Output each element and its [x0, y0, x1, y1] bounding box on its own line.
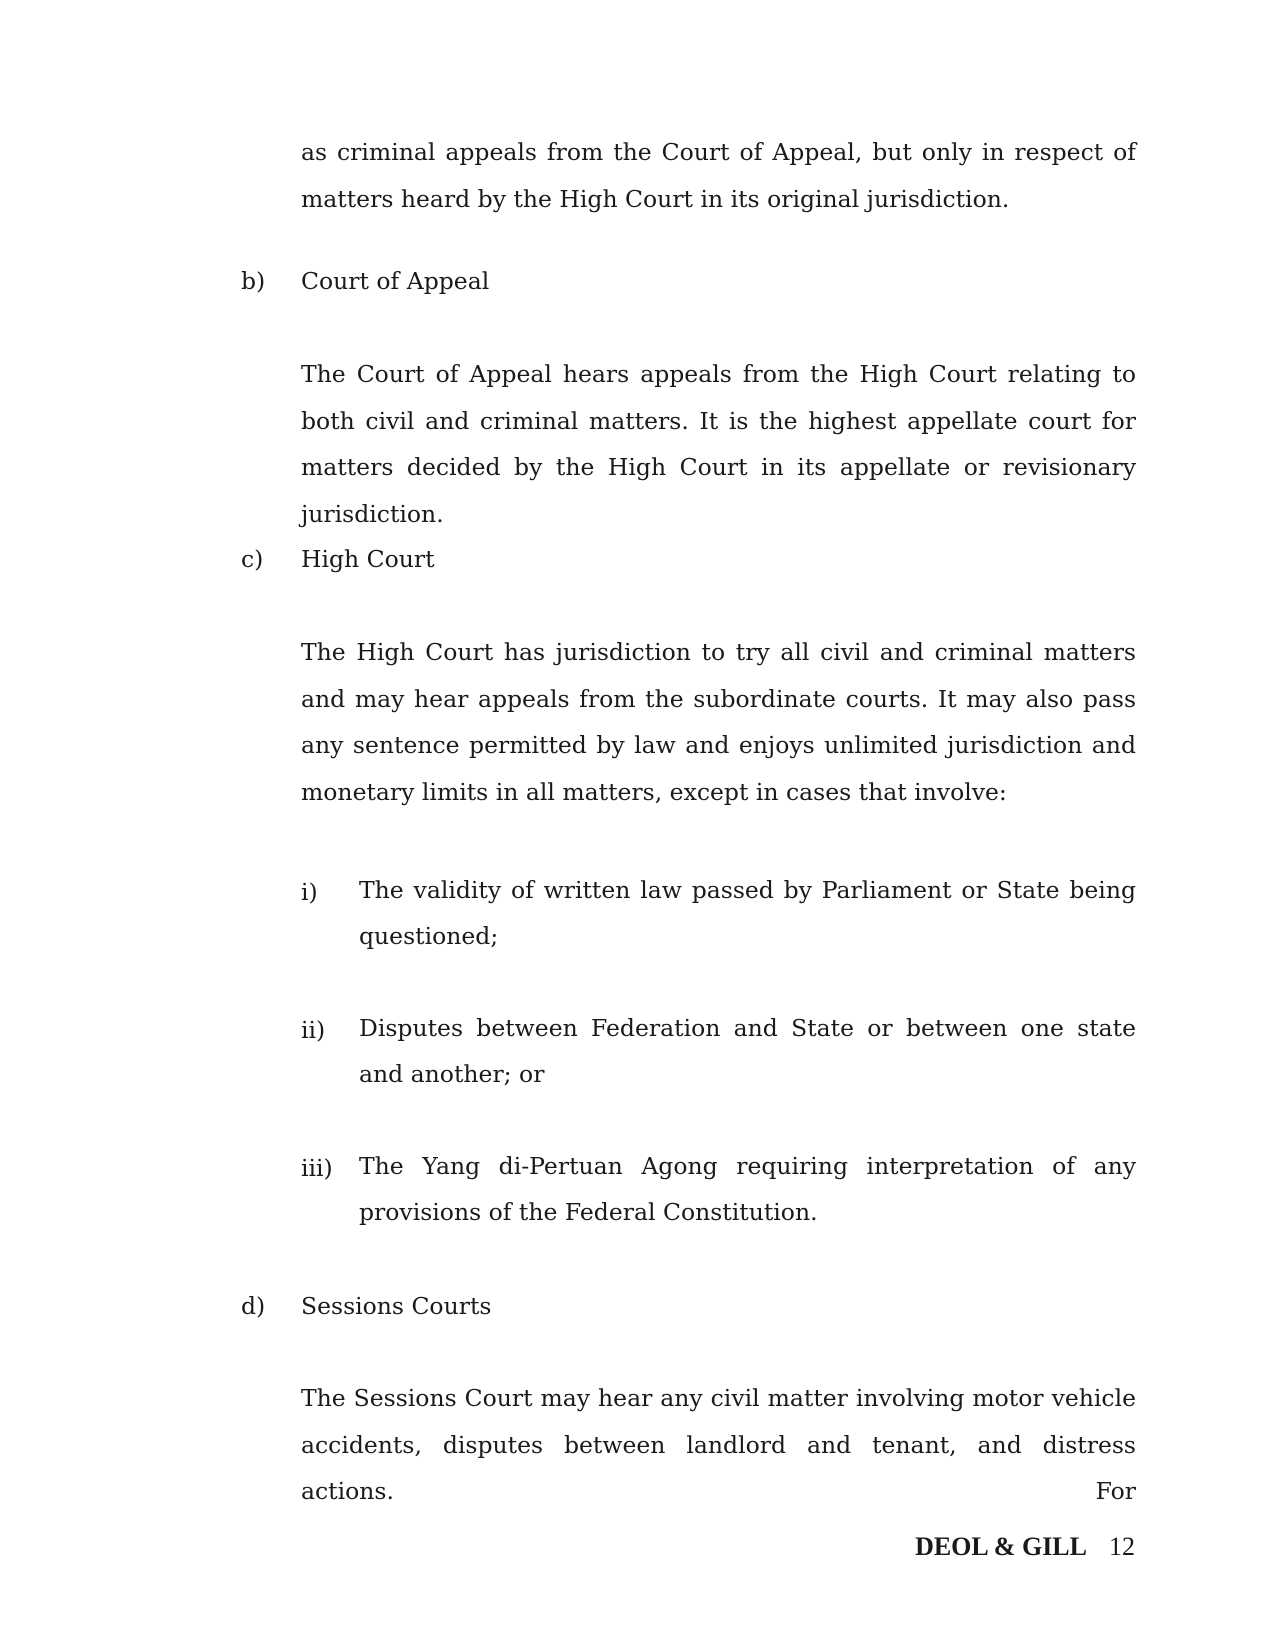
list-item-marker: i): [301, 878, 318, 906]
list-item-marker: ii): [301, 1016, 326, 1044]
section-marker: b): [241, 267, 266, 295]
list-item-marker: iii): [301, 1154, 333, 1182]
section-marker: d): [241, 1292, 266, 1320]
intro-paragraph: as criminal appeals from the Court of Appeal, but only in respect of matters heard by the High Court in its original jurisdiction.: [301, 138, 1136, 213]
section-heading: Sessions Courts: [301, 1292, 492, 1320]
list-item-text: Disputes between Federation and State or between one state and another; or: [359, 1014, 1136, 1088]
section-body: The High Court has jurisdiction to try all civil and criminal matters and may hear appeals from the subordinate courts. It may also pass any sentence permitted by law and enjoys unlimited jurisdiction and monetary limits in all matters, except in cases that involve:: [301, 638, 1136, 806]
page-footer: [915, 1532, 1135, 1562]
list-item-text: The validity of written law passed by Parliament or State being questioned;: [359, 876, 1136, 950]
section-body: The Court of Appeal hears appeals from the High Court relating to both civil and criminal matters. It is the highest appellate court for matters decided by the High Court in its appellate or revisionary jurisdiction.: [301, 360, 1136, 528]
firm-name: DEOL & GILL: [915, 1532, 1087, 1561]
section-heading: Court of Appeal: [301, 267, 490, 295]
section-body: The Sessions Court may hear any civil matter involving motor vehicle accidents, disputes between landlord and tenant, and distress actions. For: [301, 1384, 1136, 1505]
section-marker: c): [241, 545, 264, 573]
list-item-text: The Yang di-Pertuan Agong requiring interpretation of any provisions of the Federal Constitution.: [359, 1152, 1136, 1226]
section-heading: High Court: [301, 545, 435, 573]
page-number: 12: [1109, 1532, 1135, 1561]
